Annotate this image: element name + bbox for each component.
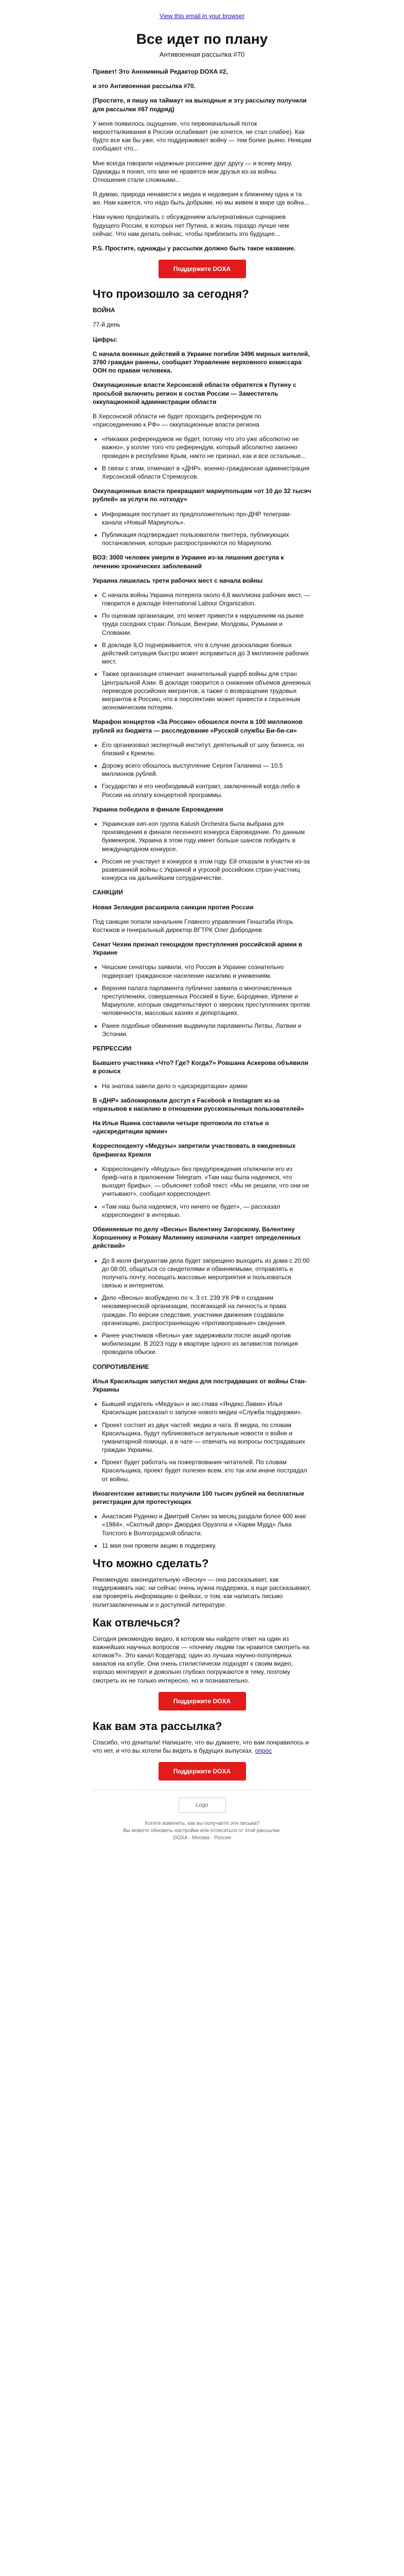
news-title: Оккупационные власти прекращают мариупольцам «от 10 до 32 тысяч рублей» за услуги по «отходу»	[93, 487, 311, 503]
footer-line: Вы можете обновить настройки или отписаться от этой рассылки.	[123, 1828, 281, 1834]
news-list	[93, 820, 311, 882]
news-title: В «ДНР» заблокировали доступ к Facebook и Instagram из-за «призывов к насилию в отношении русскоязычных пользователей»	[93, 1096, 304, 1112]
section-title: Что произошло за сегодня?	[93, 287, 249, 301]
news-title: Илья Красильщик запустил медиа для пострадавших от войны Стан-Украины	[93, 1377, 307, 1393]
view-in-browser-link[interactable]: View this email in your browser	[159, 12, 245, 20]
section-title: Как отвлечься?	[93, 1616, 181, 1629]
news-title: Обвиняемые по делу «Весны» Валентину Загорскому, Валентину Хорошенину и Роману Малинину назначили «запрет определенных действий»	[93, 1225, 301, 1250]
list-item: • Его организовал экспертный институт, деятельный от шоу бизнеса, но близкий к Кремлю.	[102, 741, 311, 757]
list-item: • Проект будет работать на пожертвования читателей. По словам Красильщика, проект будет полезен всем, кто так или иначе пострадал от войны.	[102, 1458, 311, 1483]
news-title: Корреспонденту «Медузы» запретили участвовать в ежедневных брифингах Кремля	[93, 1142, 296, 1158]
section-text	[93, 1738, 311, 1755]
news-title: Новая Зеландия расширила санкции против России	[93, 903, 254, 911]
news-title: Оккупационные власти Херсонской области обратятся к Путину с просьбой включить регион в состав России — Заместитель оккупационной администрации области	[93, 381, 296, 405]
list-item: • По оценкам организации, это может привести к нарушениям на рынке труда соседних стран: Польши, Венгрии, Молдовы, Румынии и Словакии.	[102, 612, 311, 637]
list-item: • Государство и его необходимый контракт, заключенный когда-либо в России на оплату концертной программы.	[102, 782, 311, 799]
list-item: • Бывший издатель «Медузы» и экс-глава «Яндекс.Лавки» Илья Красильщик рассказал о запуске нового медиа «Служба поддержки».	[102, 1400, 311, 1416]
logo	[179, 1798, 226, 1813]
issue-number: Антивоенная рассылка #70	[159, 50, 245, 58]
war-label: ВОЙНА	[93, 307, 115, 314]
list-item: • Информация поступает из предположительно про-ДНР телеграм-канала «Новый Мариуполь».	[102, 510, 311, 527]
list-item: • До 8 июля фигурантам дела будет запрещено выходить из дома с 20:00 до 08:00, общаться со свидетелями и обвиняемыми, отправлять и получать почту, посещать массовые мероприятия и пользоваться связью и интернетом.	[102, 1257, 311, 1290]
section-title: Как вам эта рассылка?	[93, 1719, 222, 1733]
list-item: • Проект состоит из двух частей: медиа и чата. В медиа, по словам Красильщика, будут публиковаться актуальные новости о войне и гуманитарной помощи, а в чате — отвечать на вопросы пострадавших граждан Украины.	[102, 1421, 311, 1454]
list-item: • 11 мая они провели акцию в поддержку.	[102, 1541, 311, 1550]
list-item: • Ранее участников «Весны» уже задерживали после акций против мобилизации. В 2023 году в квартире одного из активистов полиция проводила обыски.	[102, 1331, 311, 1357]
list-item: • Дело «Весны» возбуждено по ч. 3 ст. 239 УК РФ о создании некоммерческой организации, посягающей на личность и права граждан. По версии следствия, участники движения создавали организацию, распространяющую «противоправные» сведения.	[102, 1294, 311, 1327]
news-title: Украина лишилась трети рабочих мест с начала войны	[93, 577, 263, 584]
list-item: • Верхняя палата парламента публично заявила о многочисленных преступлениях, совершенных Россией в Буче, Бородянке, Ирпене и Мариуполе, которые свидетельствуют о зверских преступлениях против человечности, массовых казнях и депортациях.	[102, 984, 311, 1018]
survey-link[interactable]: опрос	[255, 1747, 272, 1754]
section-title: Что можно сделать?	[93, 1556, 209, 1570]
news-list	[93, 1257, 311, 1357]
support-button[interactable]: Поддержите DOXA	[159, 1762, 246, 1781]
news-list	[93, 1512, 311, 1550]
intro-ps: P.S. Простите, однажды у рассылки должно быть такое название.	[93, 245, 296, 252]
list-item: • Чешские сенаторы заявили, что Россия в Украине сознательно подвергает гражданское население насилию и унижениям.	[102, 963, 311, 979]
intro-paragraph: У меня появилось ощущение, что первоначальный поток мироотталкивания в России ослабевает (не хочется, не стал слабее). Как будто все как бы уже, что поддерживает войну — тем более рьяно. Немцам сообщают что...	[93, 120, 311, 152]
list-item: • В связи с этим, отмечают в «ДНР», военно-гражданская администрация Херсонской области Стремоусов.	[102, 464, 311, 481]
numbers-text: С начала военных действий в Украине погибли 3496 мирных жителей, 3760 граждан ранены, сообщает Управление верховного комиссара ООН по правам человека.	[93, 350, 310, 375]
resistance-label: СОПРОТИВЛЕНИЕ	[93, 1363, 149, 1370]
intro-note: (Простите, я пишу на таймаут на выходные и эту рассылку получили для рассылки #67 подряд)	[93, 97, 307, 113]
news-list	[93, 510, 311, 548]
intro-paragraph: Я думаю, природа ненависти к медиа и недоверия к ближнему одна и та же. Нам кажется, что надо быть добрыми, но мы живем в мире где война...	[93, 191, 309, 207]
list-item: • «Там наш была надеемся, что ничего не будет», — рассказал корреспондент в интервью.	[102, 1202, 311, 1219]
news-title: Сенат Чехии признал геноцидом преступления российской армии в Украине	[93, 941, 303, 957]
footer-line: Хотите изменить, как вы получаете эти письма?	[144, 1821, 260, 1827]
newsletter-title: Все идет по плану	[136, 31, 268, 47]
repression-label: РЕПРЕССИИ	[93, 1044, 132, 1052]
section-text: Сегодня рекомендую видео, в котором мы найдете ответ на один из важнейших научных вопросов — «почему людям так нравится смотреть на котиков?». Это канал Кордегард: один из лучших научно-популярных каналов на ютубе. Они очень стилистически подходят к своим видео, хорошо монтируют и довольно глубоко погружаются в тему, поэтому смотреть их не только интересно, но и познавательно.	[93, 1635, 309, 1684]
newsletter-body	[93, 31, 311, 1842]
section-text: Рекомендую законодательную «Весну» — она рассказывает, как поддерживать нас: ни сейчас очень нужна поддержка, а еще рассказывают, как проверять информацию о фейках, о том, как написать письмо политзаключенным и о доступной литературе.	[93, 1575, 311, 1608]
intro-paragraph: Нам нужно продолжать с обсуждением альтернативных сценариев будущего России, в которых нет Путина, а жизнь гораздо лучше чем сейчас. Что нам делать сейчас, чтобы приблизить это будущее...	[93, 213, 289, 238]
support-button[interactable]: Поддержите DOXA	[159, 1692, 246, 1710]
news-list	[93, 435, 311, 481]
news-title: Бывшего участника «Что? Где? Когда?» Ровшана Аскерова объявили в розыск	[93, 1059, 309, 1075]
list-item: • Россия не участвует в конкурсе в этом году. Ей отказали в участии из-за развязанной войны с Украиной и угрозой российских стран-участниц конкурса на дальнейшем сотрудничестве.	[102, 857, 311, 883]
list-item: • «Никаких референдумов не будет, потому что это уже абсолютно не важно», у коллег того что референдум, который абсолютно законно проведен в республике Крым, никто не признал, как и все остальные...	[102, 435, 311, 460]
news-list	[93, 963, 311, 1038]
list-item: • Украинская хип-хоп группа Kalush Orchestra была выбрана для произведения в финале песенного конкурса Евровидение. По данным букмекеров, Украина в этом году имеет больше шансов победить в международном конкурсе.	[102, 820, 311, 853]
news-text: Под санкции попали начальник Главного управления Генштаба Игорь Костюков и генеральный директор ВГТРК Олег Добродеев	[93, 918, 293, 934]
list-item: • Дорожу всего обошлось выступление Сергея Галанина — 10,5 миллионов рублей.	[102, 761, 311, 778]
news-title: Иноагентские активисты получили 100 тысяч рублей на бесплатные регистрации для протестующих	[93, 1489, 305, 1505]
list-item: • Также организация отмечает значительный ущерб войны для стран Центральной Азии. В докладе говорится о снижении объемов денежных переводов российских мигрантов, а также о возвращении трудовых мигрантов в Россию, что в перспективе может привести к серьезным экономическим потерям.	[102, 670, 311, 711]
feedback-text: Спасибо, что дочитали! Напишите, что вы думаете, что вам понравилось и что нет, и что вы хотели бы видеть в будущих выпусках.	[93, 1738, 309, 1754]
footer	[93, 1820, 311, 1842]
news-list	[93, 591, 311, 711]
news-title: На Ильи Яшина составили четыре протокола по статье о «дискредитации армии»	[93, 1120, 269, 1136]
list-item: • На знатока завели дело о «дискредитации» армии	[102, 1082, 311, 1090]
list-item: • Анастасия Руденко и Дмитрий Селин за месяц раздали более 600 книг «1984», «Скотный двор» Джорджа Оруэлла и «Харви Мудд» Льва Толстого в Волгоградской области.	[102, 1512, 311, 1537]
list-item: • Корреспонденту «Медузы» без предупреждения отключили его из бриф-чата в приложении Telegram. «Там наш была надеемся, что выходят брифы», — объясняет собой текст. «Мы не решили, что они не учитывают», сообщил корреспондент.	[102, 1165, 311, 1198]
list-item: • Ранее подобные обвинения выдвинули парламенты Литвы, Латвии и Эстонии.	[102, 1022, 311, 1038]
intro-paragraph: Мне всегда говорили надежные россияне друг другу — и всему миру. Однажды я понял, что мне не нравятся мои друзья из-за войны. Отношения стали сложными...	[93, 159, 292, 183]
list-item: • В докладе ILO подчеркивается, что в случае деэскалации боевых действий ситуация быстро может исправиться до 3 миллионов рабочих мест.	[102, 641, 311, 666]
news-title: Марафон концертов «За Россию» обошелся почти в 100 миллионов рублей из бюджета — расследование «Русской службы Би-би-си»	[93, 718, 303, 734]
intro-line2: и это Антивоенная рассылка #70.	[93, 82, 196, 90]
news-title: ВОЗ: 3000 человек умерли в Украине из-за лишения доступа к лечению хронических заболеваний	[93, 554, 284, 570]
list-item: • Публикация подтверждает пользователи твиттера, публикующих постановления, которые распространяются по Мариуполю.	[102, 531, 311, 547]
list-item: • С начала войны Украина потеряла около 4,8 миллиона рабочих мест, — говорится в докладе International Labour Organization.	[102, 591, 311, 607]
news-list	[93, 1400, 311, 1483]
support-button[interactable]: Поддержите DOXA	[159, 260, 246, 278]
news-title: Украина победила в финале Евровидения	[93, 805, 223, 813]
numbers-label: Цифры:	[93, 335, 118, 343]
news-list	[93, 1165, 311, 1219]
news-list	[93, 1082, 311, 1090]
news-list	[93, 741, 311, 799]
view-in-browser	[0, 12, 404, 20]
news-text: В Херсонской области не будет проходить референдум по «присоединению к РФ» — оккупационные власти региона	[93, 412, 261, 429]
logo-alt: Logo	[196, 1802, 208, 1809]
intro-greeting: Привет! Это Анонимный Редактор DOXA #2,	[93, 68, 228, 75]
footer-line: DOXA · Москва · Россия	[173, 1835, 231, 1841]
sanctions-label: САНКЦИИ	[93, 889, 124, 896]
war-day: 77-й день	[93, 321, 120, 329]
